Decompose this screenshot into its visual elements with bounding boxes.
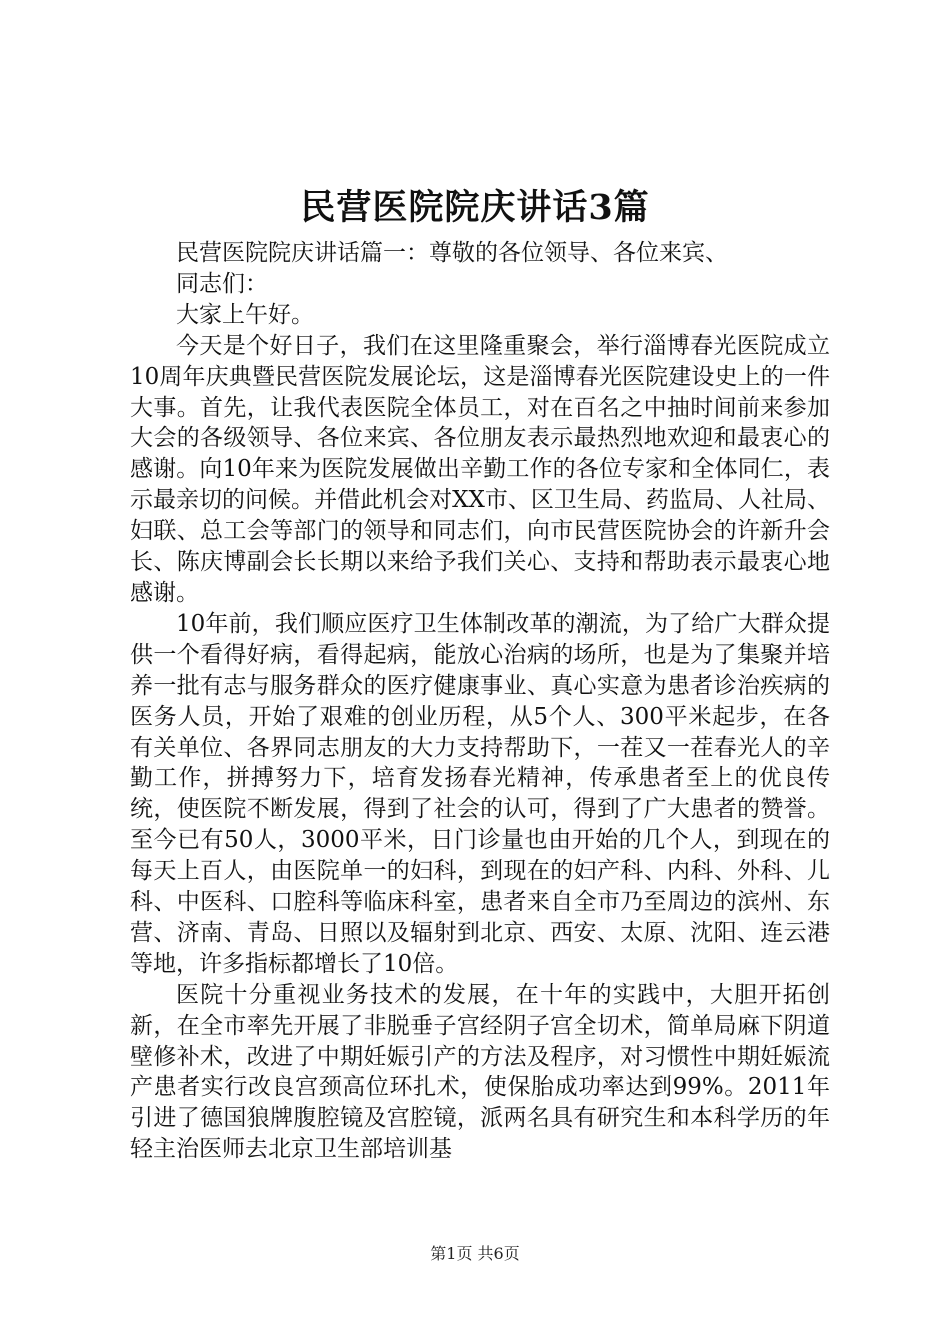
paragraph-opening: 今天是个好日子，我们在这里隆重聚会，举行淄博春光医院成立10周年庆典暨民营医院发展论坛，这是淄博春光医院建设史上的一件大事。首先，让我代表医院全体员工，对在百名之中抽时间前来参加大会的各级领导、各位来宾、各位朋友表示最热烈地欢迎和最衷心的感谢。向10年来为医院发展做出辛勤工作的各位专家和全体同仁，表示最亲切的问候。并借此机会对XX市、区卫生局、药监局、人社局、妇联、总工会等部门的领导和同志们，向市民营医院协会的许新升会长、陈庆博副会长长期以来给予我们关心、支持和帮助表示最衷心地感谢。 <box>130 332 830 606</box>
paragraph-intro: 民营医院院庆讲话篇一：尊敬的各位领导、各位来宾、 <box>176 240 728 266</box>
paragraph-greeting: 大家上午好。 <box>176 301 314 328</box>
paragraph-history: 10年前，我们顺应医疗卫生体制改革的潮流，为了给广大群众提供一个看得好病，看得起病，能放心治病的场所，也是为了集聚并培养一批有志与服务群众的医疗健康事业、真心实意为患者诊治疾病的医务人员，开始了艰难的创业历程，从5个人、300平米起步，在各有关单位、各界同志朋友的大力支持帮助下，一茬又一茬春光人的辛勤工作，拼搏努力下，培育发扬春光精神，传承患者至上的优良传统，使医院不断发展，得到了社会的认可，得到了广大患者的赞誉。至今已有50人，3000平米，日门诊量也由开始的几个人，到现在的每天上百人，由医院单一的妇科，到现在的妇产科、内科、外科、儿科、中医科、口腔科等临床科室，患者来自全市乃至周边的滨州、东营、济南、青岛、日照以及辐射到北京、西安、太原、沈阳、连云港等地，许多指标都增长了10倍。 <box>130 610 830 977</box>
document-body <box>130 238 830 1165</box>
document-title: 民营医院院庆讲话3篇 <box>300 187 650 228</box>
page-footer: 第1页 共6页 <box>430 1244 520 1263</box>
paragraph-technology: 医院十分重视业务技术的发展，在十年的实践中，大胆开拓创新，在全市率先开展了非脱垂子宫经阴子宫全切术，简单局麻下阴道壁修补术，改进了中期妊娠引产的方法及程序，对习惯性中期妊娠流产患者实行改良宫颈高位环扎术，使保胎成功率达到99%。2011年引进了德国狼牌腹腔镜及宫腔镜，派两名具有研究生和本科学历的年轻主治医师去北京卫生部培训基 <box>130 981 830 1163</box>
paragraph-salutation: 同志们： <box>176 270 268 297</box>
